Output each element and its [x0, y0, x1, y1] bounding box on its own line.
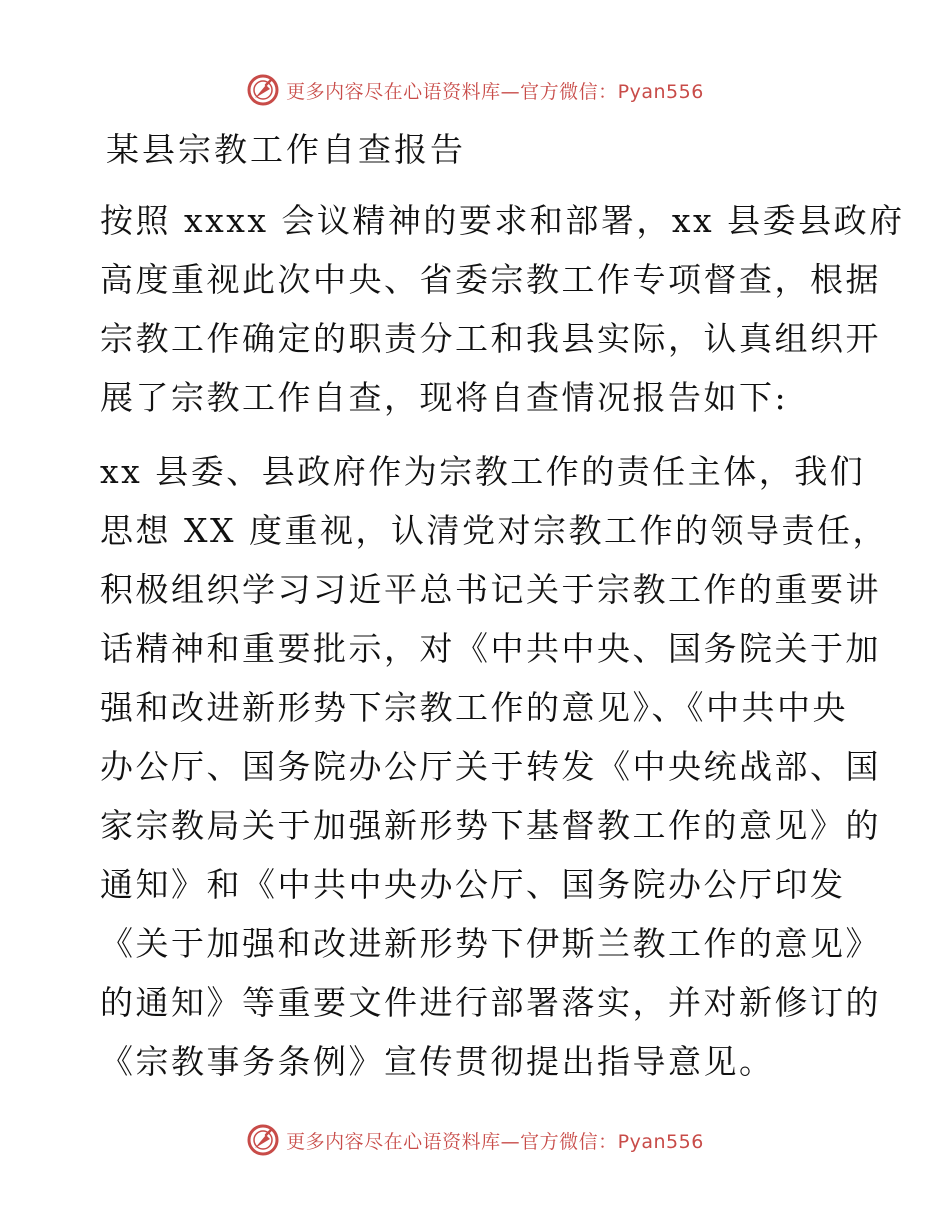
paragraph-line: 思想 XX 度重视，认清党对宗教工作的领导责任，	[100, 511, 888, 550]
footer-watermark-content	[246, 1123, 704, 1157]
paragraph-line: 《宗教事务条例》宣传贯彻提出指导意见。	[100, 1042, 775, 1081]
paragraph-line: 的通知》等重要文件进行部署落实，并对新修订的	[100, 983, 881, 1022]
document-title: 某县宗教工作自查报告	[106, 130, 466, 169]
paragraph-line: 通知》和《中共中央办公厅、国务院办公厅印发	[100, 865, 846, 904]
paragraph-line: 展了宗教工作自查，现将自查情况报告如下:	[100, 378, 789, 417]
paragraph-line: 话精神和重要批示，对《中共中央、国务院关于加	[100, 629, 881, 668]
header-watermark	[0, 70, 950, 110]
paragraph-line: 积极组织学习习近平总书记关于宗教工作的重要讲	[100, 570, 881, 609]
paragraph-line: 家宗教局关于加强新形势下基督教工作的意见》的	[100, 806, 881, 845]
paragraph-line: 宗教工作确定的职责分工和我县实际，认真组织开	[100, 319, 881, 358]
watermark-text: 更多内容尽在心语资料库—官方微信：Pyan556	[286, 80, 704, 103]
watermark-text: 更多内容尽在心语资料库—官方微信：Pyan556	[286, 1130, 704, 1153]
paragraph-line: 高度重视此次中央、省委宗教工作专项督查，根据	[100, 260, 881, 299]
paragraph-intro	[100, 191, 905, 427]
pen-nib-circle-icon	[246, 1123, 280, 1157]
paragraph-line: xx 县委、县政府作为宗教工作的责任主体，我们	[100, 452, 866, 491]
pen-nib-circle-icon	[246, 73, 280, 107]
footer-watermark	[0, 1120, 950, 1160]
paragraph-line: 强和改进新形势下宗教工作的意见》、《中共中央	[100, 688, 848, 727]
header-watermark-content	[246, 73, 704, 107]
paragraph-line: 办公厅、国务院办公厅关于转发《中央统战部、国	[100, 747, 881, 786]
paragraph-body	[100, 442, 888, 1091]
paragraph-line: 《关于加强和改进新形势下伊斯兰教工作的意见》	[100, 924, 881, 963]
paragraph-line: 按照 xxxx 会议精神的要求和部署，xx 县委县政府	[100, 201, 905, 240]
